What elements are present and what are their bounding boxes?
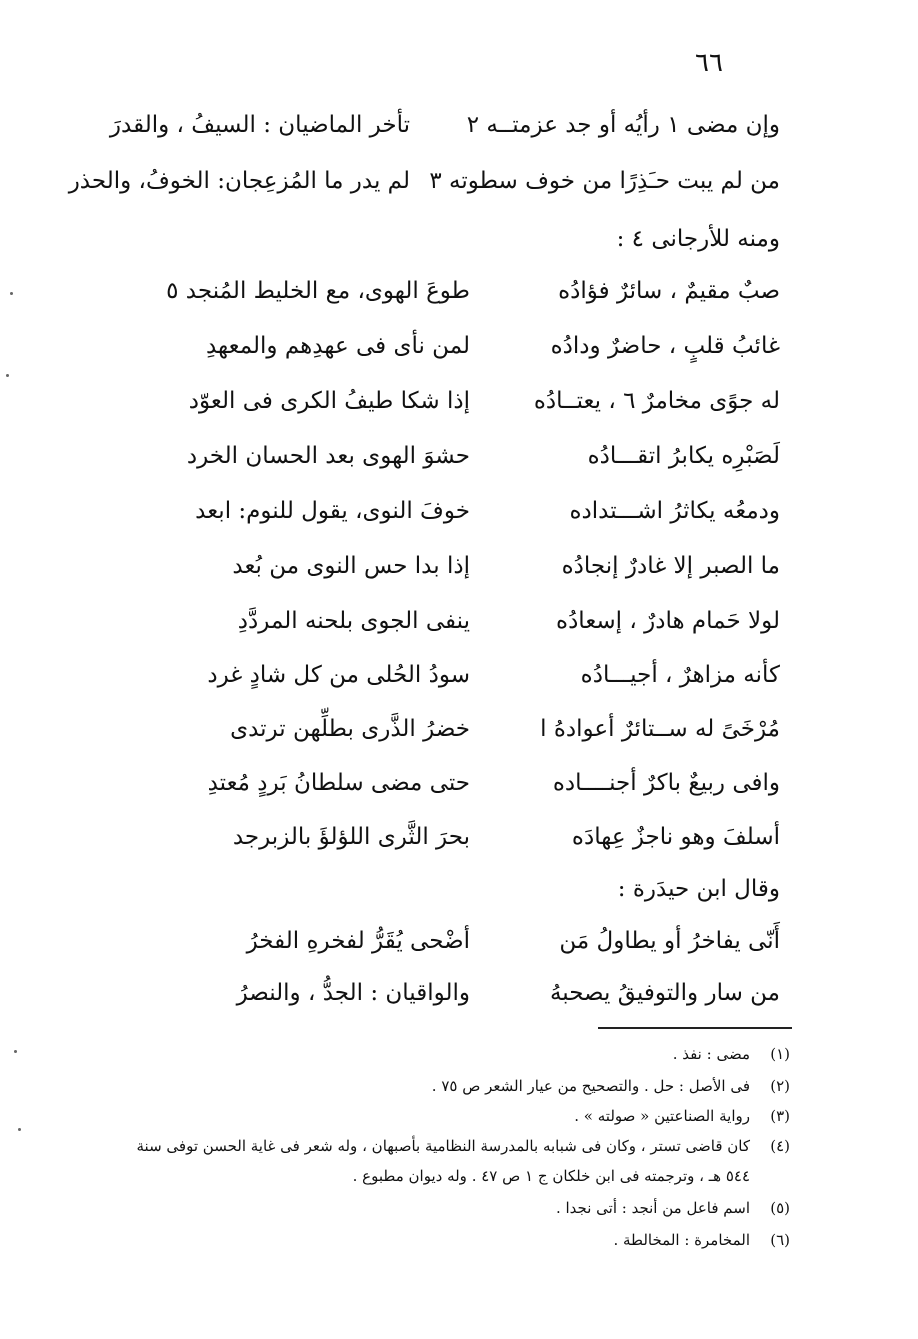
footnote bbox=[90, 1198, 790, 1218]
scan-speck bbox=[18, 1128, 21, 1131]
verse-second-hemistich: لمن نأى فى عهدِهم والمعهدِ bbox=[205, 333, 470, 359]
scan-speck bbox=[10, 292, 13, 295]
scan-speck bbox=[6, 374, 9, 377]
verse-second-hemistich: بحرَ الثَّرى اللؤلؤَ بالزبرجد bbox=[232, 824, 470, 850]
verse-second-hemistich: حشوَ الهوى بعد الحسان الخرد bbox=[186, 443, 470, 469]
footnote-text: المخامرة : المخالطة . bbox=[613, 1231, 750, 1249]
verse-second-hemistich: إذا شكا طيفُ الكرى فى العوّد bbox=[188, 388, 470, 414]
verse-first-hemistich: وافى ربيعٌ باكرٌ أجنــــاده bbox=[552, 770, 780, 796]
footnote-text: فى الأصل : حل . والتصحيح من عيار الشعر ص ٧٥ . bbox=[431, 1077, 750, 1095]
verse-second-hemistich: حتى مضى سلطانُ بَردٍ مُعتدِ bbox=[207, 770, 470, 796]
footnote bbox=[90, 1230, 790, 1250]
verse-first-hemistich: له جوًى مخامرٌ ٦ ، يعتــادُه bbox=[533, 388, 780, 414]
poem-intro: ومنه للأرجانى ٤ : bbox=[616, 226, 780, 252]
footnote bbox=[90, 1106, 790, 1126]
verse-row bbox=[100, 112, 780, 152]
verse-first-hemistich: مُرْخَىً له ســتائرٌ أعوادهُ ا bbox=[540, 716, 780, 742]
footnote-text: رواية الصناعتين « صولته » . bbox=[574, 1107, 750, 1125]
verse-first-hemistich: ما الصبر إلا غادرٌ إنجادُه bbox=[561, 553, 780, 579]
verse-first-hemistich: كأنه مزاهرٌ ، أجيـــادُه bbox=[580, 662, 780, 688]
verse-first-hemistich: ودمعُه يكاثرُ اشـــتداده bbox=[569, 498, 780, 524]
verse-second-hemistich: أضْحى يُقَرُّ لفخرهِ الفخرُ bbox=[246, 928, 470, 954]
verse-row bbox=[100, 980, 780, 1020]
verse-row bbox=[100, 770, 780, 810]
footnote-text: ٥٤٤ هـ ، وترجمته فى ابن خلكان ج ١ ص ٤٧ . وله ديوان مطبوع . bbox=[352, 1167, 750, 1185]
page-number: ٦٦ bbox=[695, 48, 723, 78]
footnote-number: (٣) bbox=[770, 1107, 790, 1125]
verse-row bbox=[100, 608, 780, 648]
scan-speck bbox=[14, 1050, 17, 1053]
verse-second-hemistich: ينفى الجوى بلحنه المردَّدِ bbox=[237, 608, 470, 634]
footnote bbox=[90, 1076, 790, 1096]
verse-second-hemistich: خوفَ النوى، يقول للنوم: ابعد bbox=[195, 498, 470, 524]
verse-row bbox=[100, 553, 780, 593]
verse-first-hemistich: أَنّى يفاخرُ أو يطاولُ مَن bbox=[559, 928, 780, 954]
footnote bbox=[90, 1136, 790, 1156]
verse-first-hemistich: أسلفَ وهو ناجزٌ عِهادَه bbox=[571, 824, 780, 850]
footnote-number: (١) bbox=[770, 1045, 790, 1063]
verse-second-hemistich: لم يدر ما المُزعِجان: الخوفُ، والحذر bbox=[68, 168, 410, 194]
footnote-continuation bbox=[90, 1166, 790, 1186]
verse-second-hemistich: تأخر الماضيان : السيفُ ، والقدرَ bbox=[109, 112, 410, 138]
footnote-number: (٦) bbox=[770, 1231, 790, 1249]
verse-first-hemistich: من سار والتوفيقُ يصحبهُ bbox=[549, 980, 780, 1006]
footnote-number: (٥) bbox=[770, 1199, 790, 1217]
verse-first-hemistich: من لم يبت حـَذِرًا من خوف سطوته ٣ bbox=[429, 168, 780, 194]
footnote-text: مضى : نفذ . bbox=[672, 1045, 750, 1063]
verse-first-hemistich: صبٌ مقيمٌ ، سائرٌ فؤادُه bbox=[558, 278, 780, 304]
poem-intro: وقال ابن حيدَرة : bbox=[617, 876, 780, 902]
verse-row bbox=[100, 928, 780, 968]
verse-row bbox=[100, 824, 780, 864]
verse-first-hemistich: وإن مضى ١ رأيُه أو جد عزمتــه ٢ bbox=[466, 112, 780, 138]
footnote-text: اسم فاعل من أنجد : أتى نجدا . bbox=[555, 1199, 750, 1217]
verse-second-hemistich: خضرُ الذَّرى بطلِّهن ترتدى bbox=[230, 716, 470, 742]
verse-row bbox=[100, 333, 780, 373]
verse-row bbox=[100, 662, 780, 702]
verse-first-hemistich: لولا حَمام هادرٌ ، إسعادُه bbox=[556, 608, 780, 634]
verse-second-hemistich: طوعَ الهوى، مع الخليط المُنجد ٥ bbox=[166, 278, 470, 304]
verse-second-hemistich: إذا بدا حس النوى من بُعد bbox=[232, 553, 470, 579]
verse-row bbox=[68, 168, 780, 208]
footnote-separator bbox=[598, 1027, 792, 1029]
verse-row bbox=[100, 388, 780, 428]
verse-second-hemistich: سودُ الحُلى من كل شادٍ غرد bbox=[207, 662, 470, 688]
footnote-text: كان قاضى تستر ، وكان فى شبابه بالمدرسة النظامية بأصبهان ، وله شعر فى غاية الحسن توفى سنة bbox=[136, 1137, 750, 1155]
verse-second-hemistich: والواقيان : الجدُّ ، والنصرُ bbox=[236, 980, 470, 1006]
verse-row bbox=[100, 498, 780, 538]
verse-row bbox=[100, 716, 780, 756]
footnote bbox=[90, 1044, 790, 1064]
verse-row bbox=[100, 278, 780, 318]
verse-first-hemistich: لَصَبْرِه يكابرُ اتقـــادُه bbox=[587, 443, 780, 469]
footnote-number: (٤) bbox=[770, 1137, 790, 1155]
verse-first-hemistich: غائبُ قلبٍ ، حاضرٌ ودادُه bbox=[550, 333, 780, 359]
footnote-number: (٢) bbox=[770, 1077, 790, 1095]
verse-row bbox=[100, 443, 780, 483]
